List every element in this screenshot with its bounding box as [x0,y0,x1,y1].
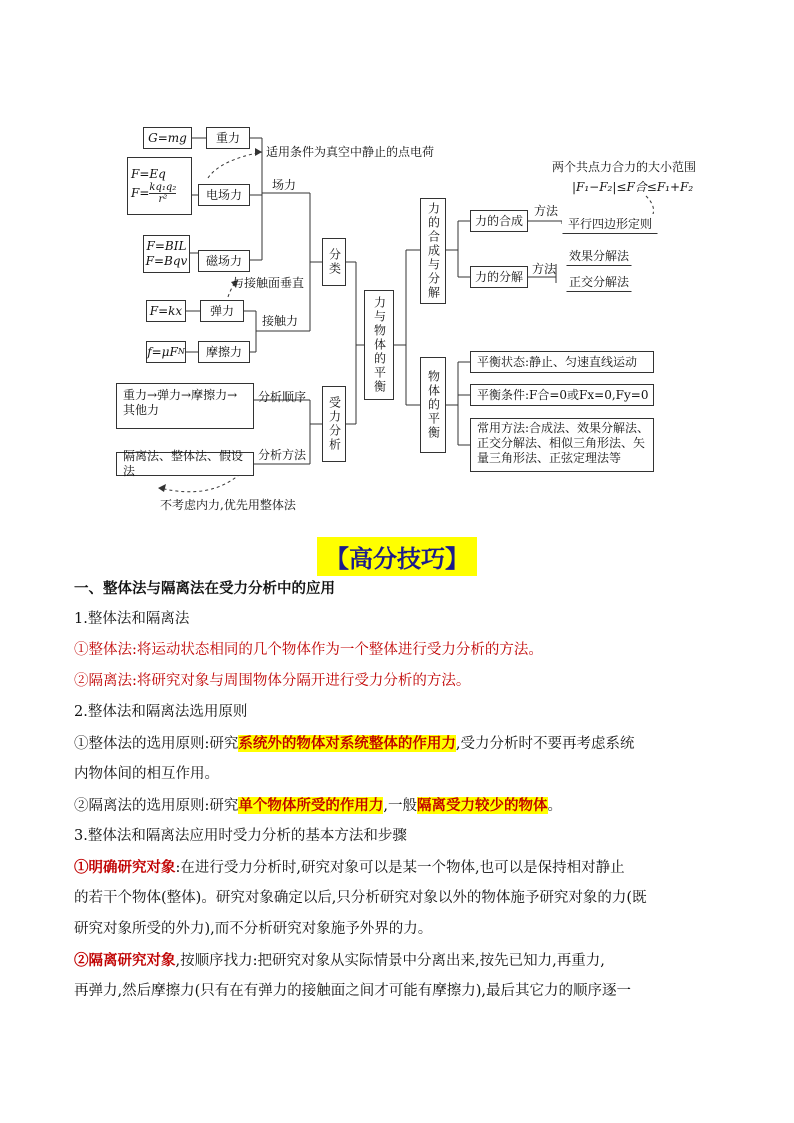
paragraph-step1: ①明确研究对象:在进行受力分析时,研究对象可以是某一个物体,也可以是保持相对静止 [74,859,625,876]
contact-force-label: 接触力 [262,314,299,328]
subsection-1-3-title: 3.整体法和隔离法应用时受力分析的基本方法和步骤 [74,828,407,844]
friction-formula: f=μF N [146,341,186,363]
magnetic-force-formula: F=BIL F=Bqv [143,235,190,273]
force-order-box: 重力→弹力→摩擦力→其他力 [116,383,254,429]
gravity-formula: G=mg [143,127,192,149]
effect-decomposition: 效果分解法 [566,246,632,266]
highlight-single-object-force: 单个物体所受的作用力 [238,797,384,814]
balance-condition-box: 平衡条件:F合=0或Fx=0,Fy=0 [470,384,654,406]
resultant-range-title: 两个共点力合力的大小范围 [552,160,697,174]
paragraph-whole-method: ①整体法:将运动状态相同的几个物体作为一个整体进行受力分析的方法。 [74,642,543,658]
analysis-order-label: 分析顺序 [258,390,307,404]
classification-box: 分类 [322,238,346,286]
gravity-box: 重力 [206,127,250,149]
no-internal-force-note: 不考虑内力,优先用整体法 [160,498,296,512]
elastic-force-box: 弹力 [200,300,244,322]
elastic-force-formula: F=kx [146,300,186,322]
paragraph-isolation-principle: ②隔离法的选用原则:研究单个物体所受的作用力,一般隔离受力较少的物体。 [74,797,562,814]
subsection-1-2-title: 2.整体法和隔离法选用原则 [74,704,248,720]
paragraph-step2: ②隔离研究对象,按顺序找力:把研究对象从实际情景中分离出来,按先已知力,再重力, [74,952,605,969]
highlight-system-external-force: 系统外的物体对系统整体的作用力 [238,735,456,752]
paragraph-step1-cont1: 的若干个物体(整体)。研究对象确定以后,只分析研究对象以外的物体施予研究对象的力(既 [74,890,647,906]
analysis-method-label: 分析方法 [258,448,307,462]
friction-box: 摩擦力 [198,341,250,363]
compose-decompose-box: 力的合成与分解 [420,198,446,304]
common-methods-box: 常用方法:合成法、效果分解法、正交分解法、相似三角形法、矢量三角形法、正弦定理法等 [470,418,654,472]
concept-map [0,0,794,520]
parallelogram-rule: 平行四边形定则 [562,214,658,234]
section-heading-wrap [0,537,794,576]
electric-force-box: 电场力 [198,184,250,206]
methods-box: 隔离法、整体法、假设法 [116,452,254,476]
balance-state-box: 平衡状态:静止、匀速直线运动 [470,351,654,373]
root-box: 力与物体的平衡 [364,290,394,400]
resultant-range-formula: |F₁−F₂|≤F合≤F₁+F₂ [572,180,694,194]
electric-force-formula: F=Eq F= $\frac{\text{kq₁q₂}}{\text{r²}}$ [127,157,192,215]
paragraph-isolation-method: ②隔离法:将研究对象与周围物体分隔开进行受力分析的方法。 [74,673,471,689]
composition-method-label: 方法 [534,204,559,218]
paragraph-step1-cont2: 研究对象所受的外力),而不分析研究对象施予外界的力。 [74,921,433,937]
concept-map-lines [0,0,794,520]
field-force-label: 场力 [272,178,297,192]
section-1-title: 一、整体法与隔离法在受力分析中的应用 [74,580,335,597]
decomposition-method-label: 方法 [532,262,557,276]
section-heading: 【高分技巧】 [317,537,477,576]
force-analysis-box: 受力分析 [322,386,346,462]
highlight-isolate-fewer-forces: 隔离受力较少的物体 [417,797,548,814]
decomposition-box: 力的分解 [470,266,528,288]
paragraph-whole-principle: ①整体法的选用原则:研究系统外的物体对系统整体的作用力,受力分析时不要再考虑系统 [74,735,635,752]
composition-box: 力的合成 [470,210,528,232]
elastic-direction-note: 与接触面垂直 [232,276,305,290]
subsection-1-1-title: 1.整体法和隔离法 [74,611,190,627]
object-balance-box: 物体的平衡 [420,357,446,453]
orthogonal-decomposition: 正交分解法 [566,272,632,292]
paragraph-whole-principle-cont: 内物体间的相互作用。 [74,766,219,782]
paragraph-step2-cont: 再弹力,然后摩擦力(只有在有弹力的接触面之间才可能有摩擦力),最后其它力的顺序逐一 [74,983,632,999]
coulomb-condition-note: 适用条件为真空中静止的点电荷 [266,145,435,159]
magnetic-force-box: 磁场力 [198,250,250,272]
